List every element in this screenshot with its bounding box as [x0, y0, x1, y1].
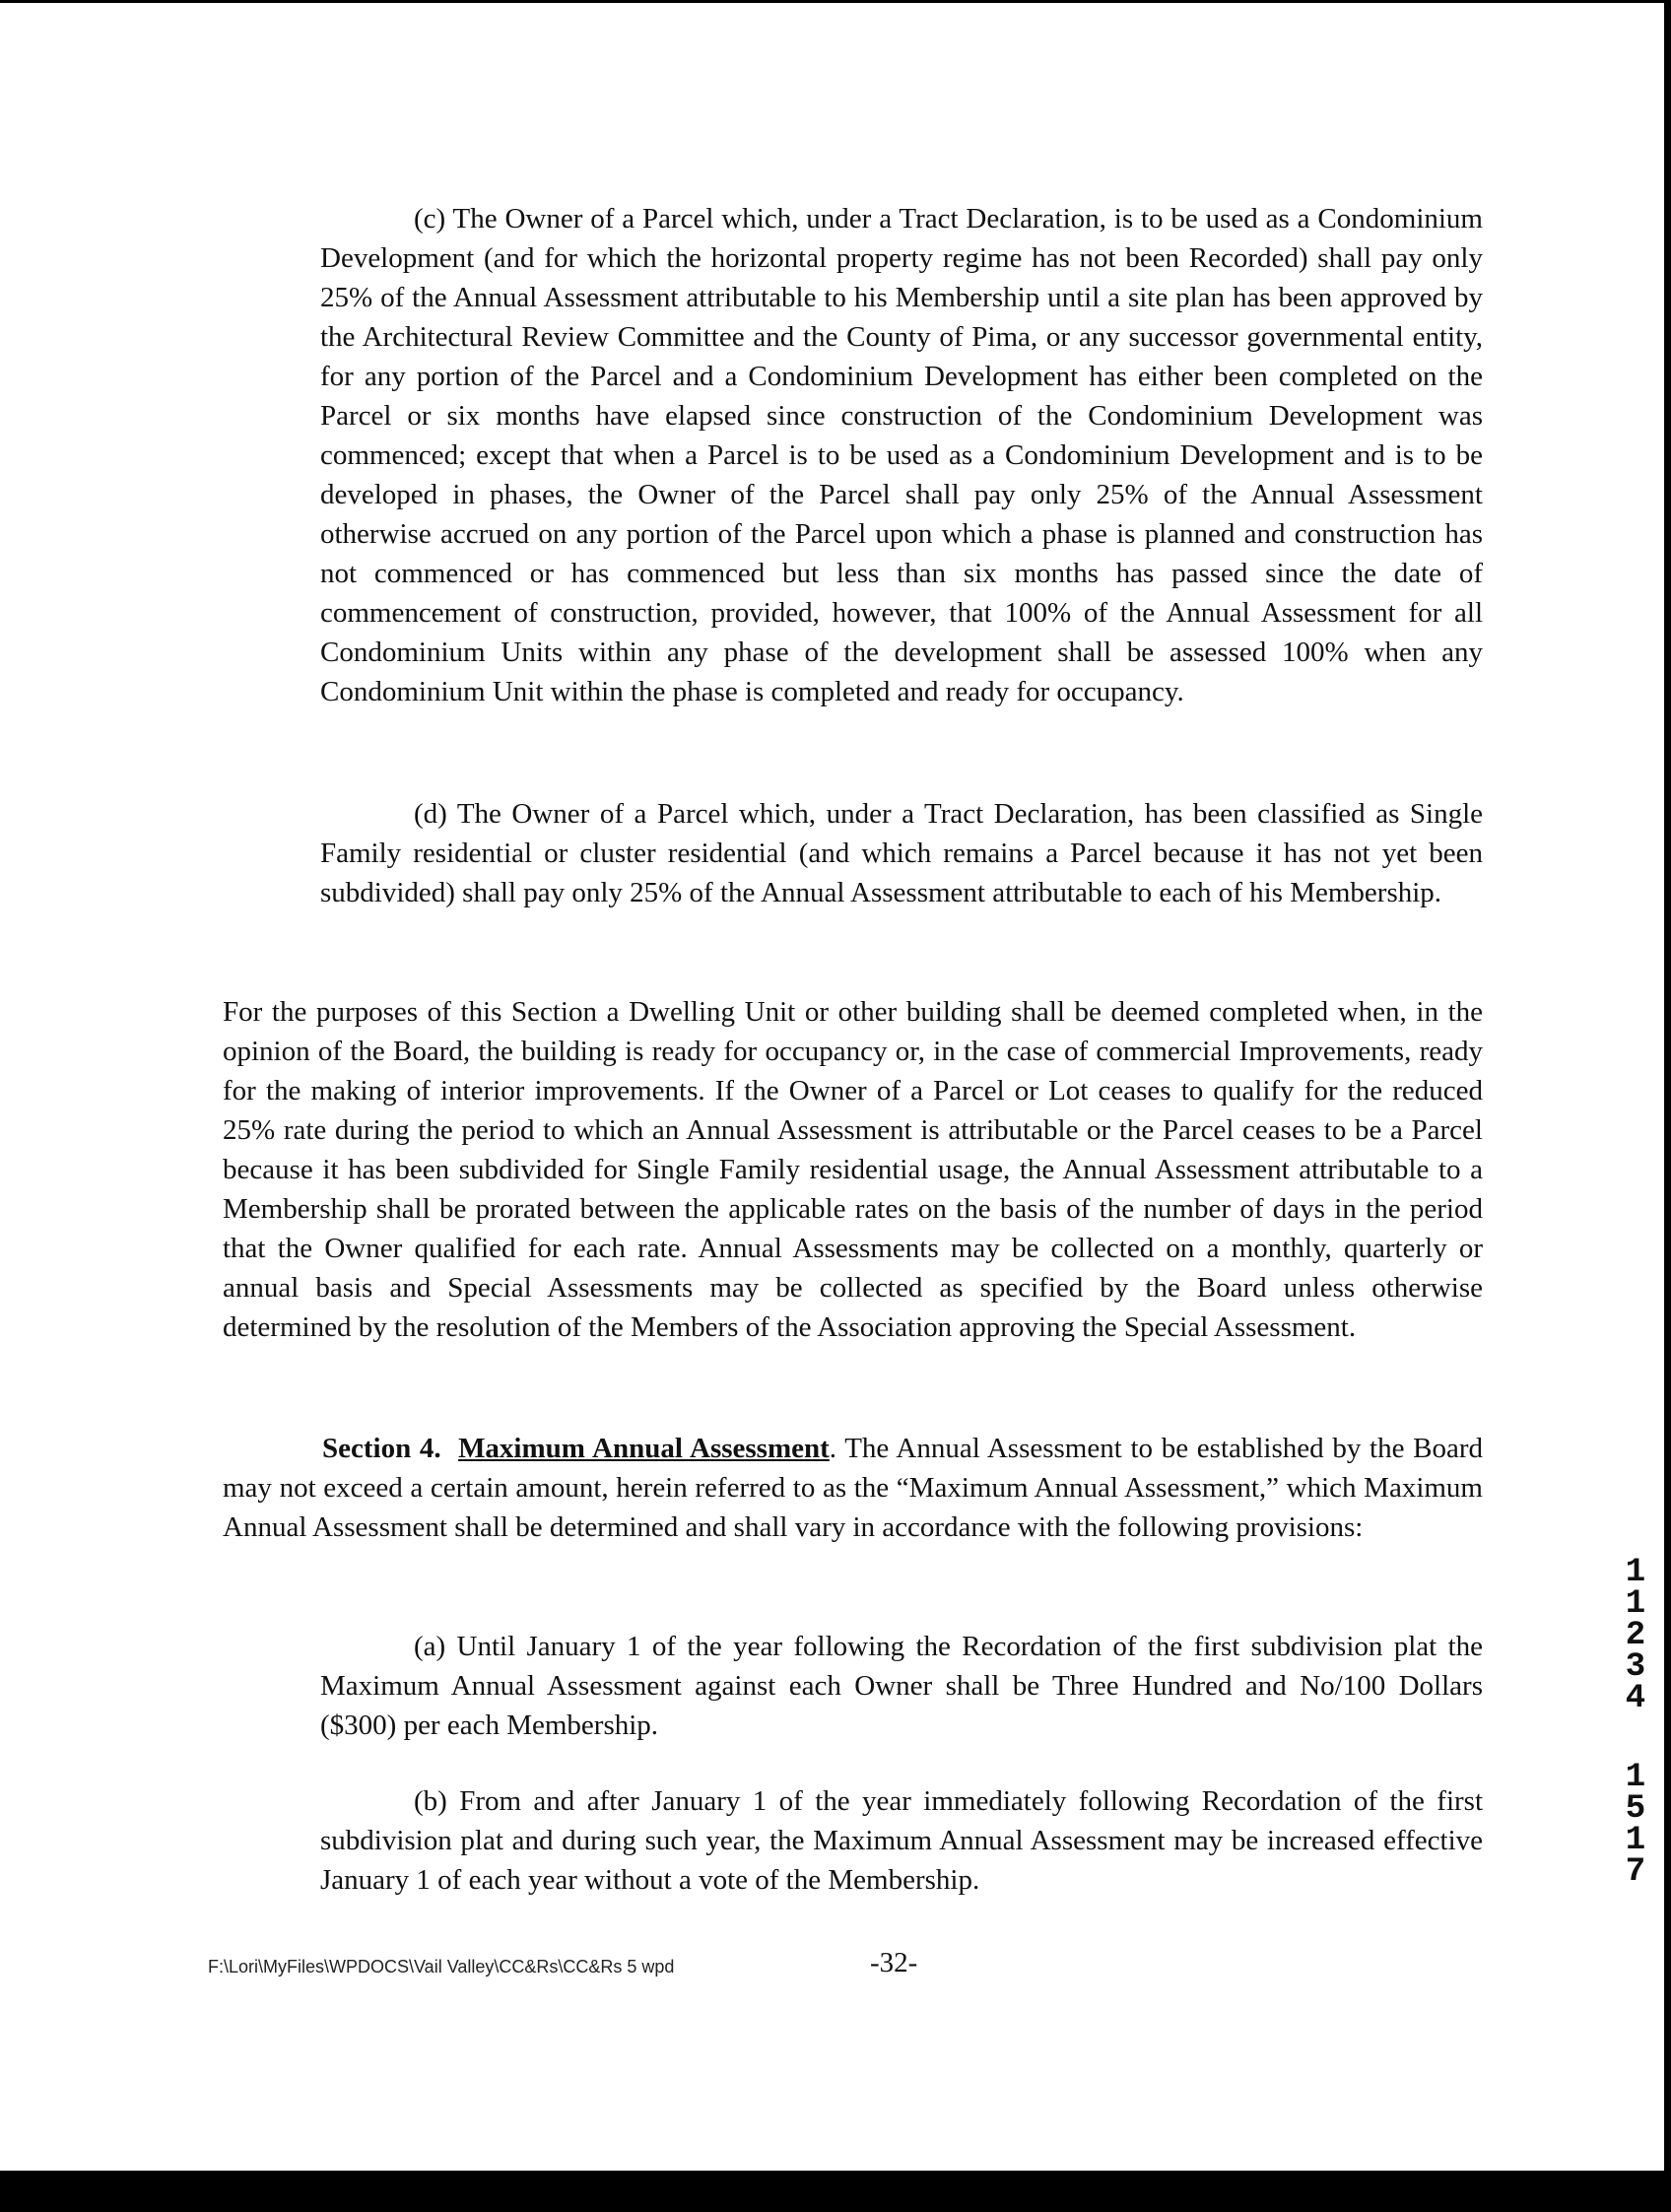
section-4-paragraph: [223, 1429, 1483, 1547]
margin-digit: 2: [1625, 1617, 1646, 1654]
page-number: -32-: [870, 1947, 918, 1978]
margin-digit: 1: [1625, 1822, 1646, 1859]
page-border-top: [0, 0, 1671, 3]
margin-digit: 1: [1625, 1759, 1646, 1796]
page-border-right: [1664, 0, 1671, 2212]
margin-digit: 4: [1625, 1680, 1646, 1717]
margin-digit: 7: [1625, 1853, 1646, 1891]
page-border-bottom: [0, 2171, 1671, 2212]
margin-stamp-top: [1616, 1554, 1655, 1717]
margin-stamp-bottom: [1616, 1759, 1655, 1891]
margin-digit: 1: [1625, 1585, 1646, 1623]
section-4-body: . The Annual Assessment to be established by the Board may not exceed a certain amount, herein referred to as the “Maximum Annual Assessment,” which Maximum Annual Assessment shall be determined and shall vary in accordance with the following provisions:: [223, 1433, 1484, 1543]
section-4-item-b: (b) From and after January 1 of the year immediately following Recordation of the first subdivision plat and during such year, the Maximum Annual Assessment may be increased effective January 1 of each year without a vote of the Membership.: [320, 1785, 1483, 1896]
section-4-title: Maximum Annual Assessment: [458, 1433, 830, 1464]
footer-file-path: F:\Lori\MyFiles\WPDOCS\Vail Valley\CC&Rs\CC&Rs 5 wpd: [208, 1957, 675, 1977]
margin-digit: 5: [1625, 1790, 1646, 1828]
section-4-label: Section 4.: [322, 1433, 441, 1464]
margin-digit: 3: [1625, 1648, 1646, 1686]
section-4-item-a: (a) Until January 1 of the year following the Recordation of the first subdivision plat the Maximum Annual Assessment against each Owner shall be Three Hundred and No/100 Dollars ($300) per each Membership.: [320, 1631, 1483, 1741]
margin-digit: 1: [1625, 1554, 1646, 1591]
paragraph-purposes: For the purposes of this Section a Dwelling Unit or other building shall be deemed completed when, in the opinion of the Board, the building is ready for occupancy or, in the case of commercial Improvements, ready for the making of interior improvements. If the Owner of a Parcel or Lot ceases to qualify for the reduced 25% rate during the period to which an Annual Assessment is attributable or the Parcel ceases to be a Parcel because it has been subdivided for Single Family residential usage, the Annual Assessment attributable to a Membership shall be prorated between the applicable rates on the basis of the number of days in the period that the Owner qualified for each rate. Annual Assessments may be collected on a monthly, quarterly or annual basis and Special Assessments may be collected as specified by the Board unless otherwise determined by the resolution of the Members of the Association approving the Special Assessment.: [223, 996, 1483, 1343]
paragraph-c: (c) The Owner of a Parcel which, under a Tract Declaration, is to be used as a Condominium Development (and for which the horizontal property regime has not been Recorded) shall pay only 25% of the Annual Assessment attributable to his Membership until a site plan has been approved by the Architectural Review Committee and the County of Pima, or any successor governmental entity, for any portion of the Parcel and a Condominium Development has either been completed on the Parcel or six months have elapsed since construction of the Condominium Development was commenced; except that when a Parcel is to be used as a Condominium Development and is to be developed in phases, the Owner of the Parcel shall pay only 25% of the Annual Assessment otherwise accrued on any portion of the Parcel upon which a phase is planned and construction has not commenced or has commenced but less than six months has passed since the date of commencement of construction, provided, however, that 100% of the Annual Assessment for all Condominium Units within any phase of the development shall be assessed 100% when any Condominium Unit within the phase is completed and ready for occupancy.: [320, 203, 1483, 707]
paragraph-d: (d) The Owner of a Parcel which, under a Tract Declaration, has been classified as Single Family residential or cluster residential (and which remains a Parcel because it has not yet been subdivided) shall pay only 25% of the Annual Assessment attributable to each of his Membership.: [320, 798, 1483, 908]
